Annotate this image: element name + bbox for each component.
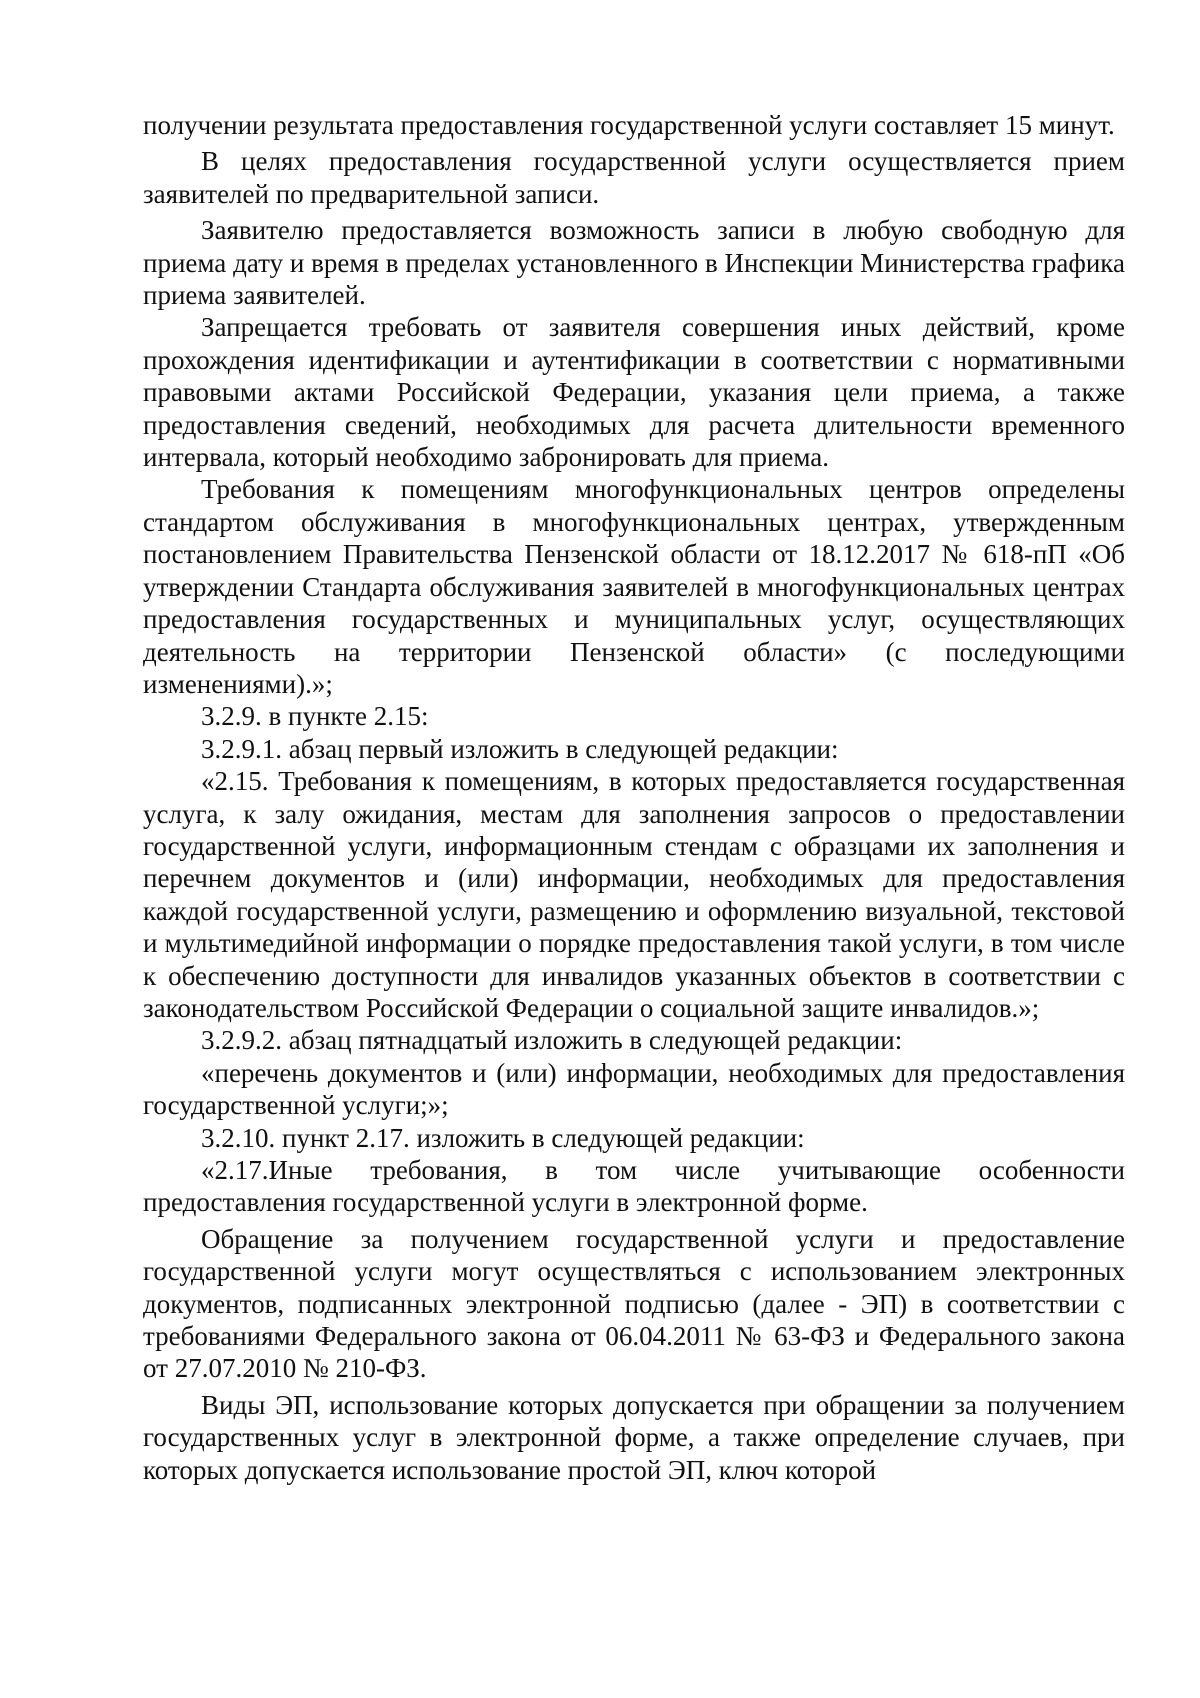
paragraph-6: 3.2.9. в пункте 2.15: [201,701,429,732]
paragraph-10: «перечень документов и (или) информации, необходимых для предоставления государственной услуги;»; [143,1057,1125,1121]
paragraph-4: Запрещается требовать от заявителя совершения иных действий, кроме прохождения идентификации и аутентификации в соответствии с нормативными правовыми актами Российской Федерации, указания цели приема, а также предоставления сведений, необходимых для расчета длительности временного интервала, который необходимо забронировать для приема. [143,312,1125,473]
paragraph-3: Заявителю предоставляется возможность записи в любую свободную для приема дату и время в пределах установленного в Инспекции Министерства графика приема заявителей. [143,215,1125,311]
paragraph-11: 3.2.10. пункт 2.17. изложить в следующей редакции: [201,1122,805,1153]
paragraph-8: «2.15. Требования к помещениям, в которых предоставляется государственная услуга, к залу ожидания, местам для заполнения запросов о предоставлении государственной услуги, информационным стендам с образцами их заполнения и перечнем документов и (или) информации, необходимых для предоставления каждой государственной услуги, размещению и оформлению визуальной, текстовой и мультимедийной информации о порядке предоставления такой услуги, в том числе к обеспечению доступности для инвалидов указанных объектов в соответствии с законодательством Российской Федерации о социальной защите инвалидов.»; [143,766,1125,1023]
paragraph-12: «2.17.Иные требования, в том числе учитывающие особенности предоставления государственной услуги в электронной форме. [143,1155,1125,1218]
paragraph-14: Виды ЭП, использование которых допускается при обращении за получением государственных услуг в электронной форме, а также определение случаев, при которых допускается использование простой ЭП, ключ которой [143,1389,1125,1485]
paragraph-7: 3.2.9.1. абзац первый изложить в следующей редакции: [201,733,839,764]
paragraph-9: 3.2.9.2. абзац пятнадцатый изложить в следующей редакции: [201,1025,903,1056]
document-page [143,109,1125,1486]
paragraph-5: Требования к помещениям многофункциональных центров определены стандартом обслуживания в многофункциональных центрах, утвержденным постановлением Правительства Пензенской области от 18.12.2017 № 618-пП «Об утверждении Стандарта обслуживания заявителей в многофункциональных центрах предоставления государственных и муниципальных услуг, осуществляющих деятельность на территории Пензенской области» (с последующими изменениями).»; [143,474,1125,699]
paragraph-2: В целях предоставления государственной услуги осуществляется прием заявителей по предварительной записи. [143,146,1125,209]
paragraph-1: получении результата предоставления государственной услуги составляет 15 минут. [143,110,1115,140]
paragraph-13: Обращение за получением государственной услуги и предоставление государственной услуги могут осуществляться с использованием электронных документов, подписанных электронной подписью (далее - ЭП) в соответствии с требованиями Федерального закона от 06.04.2011 № 63-ФЗ и Федерального закона от 27.07.2010 № 210-ФЗ. [143,1223,1125,1384]
